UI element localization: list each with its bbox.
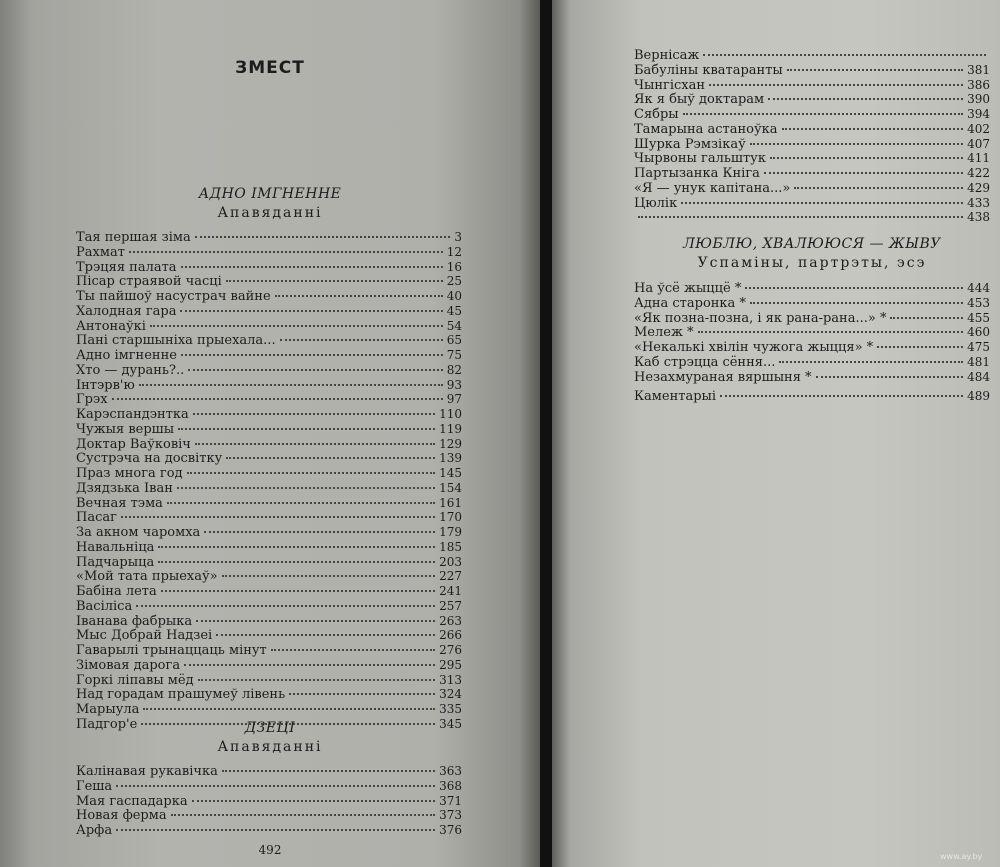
toc-entry-page: 54: [446, 318, 462, 333]
toc-entry-page: 481: [967, 354, 990, 369]
dot-leader: [167, 502, 435, 504]
watermark: www.ay.by: [940, 852, 983, 861]
toc-entry: [634, 355, 990, 370]
toc-entry-title: Антонаўкі: [76, 318, 146, 334]
toc-entry-title: Адна старонка *: [634, 295, 746, 311]
dot-leader: [794, 187, 963, 189]
toc-entry-page: 203: [439, 554, 462, 569]
dot-leader: [193, 413, 435, 415]
toc-entry: [76, 363, 462, 378]
toc-list: [76, 230, 462, 732]
toc-entry-page: 386: [967, 77, 990, 92]
dot-leader: [720, 395, 963, 397]
dot-leader: [158, 561, 435, 563]
toc-entry: [76, 569, 462, 584]
toc-entry-title: Мыс Добрай Надзеі: [76, 628, 213, 644]
toc-entry: [76, 289, 462, 304]
section-subtitle: Успаміны, партрэты, эсэ: [697, 255, 927, 271]
dot-leader: [816, 376, 964, 378]
toc-entry-page: 257: [439, 598, 462, 613]
toc-entry-title: Сябры: [634, 107, 679, 122]
toc-entry: [76, 779, 462, 794]
toc-entry-page: 45: [446, 303, 462, 318]
section-title: АДНО ІМГНЕННЕ: [198, 186, 342, 202]
toc-entry-title: Падчарыца: [76, 554, 155, 570]
toc-entry-title: Ты пайшоў насустрач вайне: [76, 289, 271, 304]
toc-entry-title: Халодная гара: [76, 303, 177, 319]
toc-entry-title: Іванава фабрыка: [76, 613, 193, 629]
toc-entry-title: Горкі ліпавы мёд: [76, 672, 194, 688]
dot-leader: [271, 649, 435, 651]
toc-entry-title: На ўсё жыццё *: [634, 281, 742, 296]
toc-entry: [634, 78, 990, 93]
dot-leader: [709, 84, 963, 86]
dot-leader: [890, 317, 963, 319]
toc-entry-page: 407: [967, 136, 990, 151]
toc-entry-title: Мележ *: [634, 325, 694, 341]
toc-entry-title: Мая гаспадарка: [76, 793, 188, 809]
dot-leader: [222, 770, 435, 772]
toc-entry: [76, 348, 462, 363]
toc-entry: [634, 63, 990, 78]
dot-leader: [226, 457, 435, 459]
dot-leader: [116, 785, 435, 787]
dot-leader: [787, 69, 963, 71]
dot-leader: [216, 634, 435, 636]
toc-entry-title: За акном чаромха: [76, 525, 201, 540]
toc-entry: [634, 151, 990, 166]
toc-entry-page: 373: [439, 808, 462, 823]
toc-entry-title: Пані старшыніха прыехала...: [76, 333, 276, 349]
dot-leader: [782, 128, 964, 130]
toc-entry-page: 394: [967, 107, 990, 121]
toc-entry: [634, 122, 990, 137]
toc-entry-title: Адно імгненне: [76, 348, 177, 363]
dot-leader: [280, 339, 443, 341]
section-subtitle: Апавяданні: [217, 739, 323, 755]
toc-entry: [634, 389, 990, 404]
toc-entry: [76, 333, 462, 348]
toc-entry: [76, 437, 462, 452]
toc-entry: [76, 555, 462, 570]
toc-entry-page: 324: [439, 687, 462, 702]
toc-entry-page: 263: [439, 613, 462, 628]
toc-entry-page: 489: [967, 389, 990, 403]
toc-entry-page: 402: [967, 121, 990, 136]
toc-entry: [634, 181, 990, 196]
toc-entry-title: Арфа: [76, 823, 113, 838]
toc-entry-page: 154: [439, 480, 462, 495]
toc-entry-title: Калінавая рукавічка: [76, 764, 218, 779]
dot-leader: [204, 531, 435, 533]
toc-entry-page: 345: [439, 716, 462, 731]
toc-list: [634, 389, 990, 404]
toc-entry-page: 227: [439, 569, 462, 584]
toc-entry: [76, 540, 462, 555]
toc-entry: [76, 643, 462, 658]
dot-leader: [192, 800, 435, 802]
dot-leader: [121, 516, 435, 518]
toc-entry: [634, 370, 990, 385]
toc-entry: [634, 92, 990, 107]
toc-entry: [76, 584, 462, 599]
toc-entry-page: 335: [439, 702, 462, 716]
toc-entry: [634, 325, 990, 340]
toc-entry: [76, 451, 462, 466]
toc-entry-page: 455: [967, 310, 990, 325]
toc-entry-page: 371: [439, 793, 462, 808]
toc-entry: [76, 260, 462, 275]
dot-leader: [750, 302, 963, 304]
toc-entry-title: Васіліса: [76, 598, 133, 614]
toc-entry: [634, 137, 990, 152]
toc-entry-title: Грэх: [76, 392, 108, 408]
toc-entry-page: 16: [446, 259, 462, 274]
toc-entry: [76, 687, 462, 702]
dot-leader: [188, 369, 442, 371]
toc-entry: [76, 628, 462, 643]
toc-list: [634, 281, 990, 384]
dot-leader: [180, 310, 442, 312]
toc-entry-page: 170: [439, 510, 462, 525]
toc-entry-page: 422: [967, 166, 990, 180]
dot-leader: [638, 216, 963, 218]
toc-entry-page: 119: [439, 421, 462, 436]
toc-entry-page: 363: [439, 764, 462, 778]
toc-entry-title: Навальніца: [76, 539, 155, 555]
toc-entry-page: 475: [967, 340, 990, 354]
toc-entry: [76, 304, 462, 319]
toc-entry-title: Тамарына астаноўка: [634, 121, 778, 137]
dot-leader: [770, 157, 963, 159]
dot-leader: [158, 546, 435, 548]
toc-entry-title: Інтэрв'ю: [76, 377, 135, 393]
toc-entry-page: 145: [439, 466, 462, 480]
dot-leader: [877, 346, 963, 348]
dot-leader: [143, 708, 435, 710]
section-header: [634, 236, 990, 271]
toc-entry-title: Пасаг: [76, 510, 117, 526]
toc-entry: [76, 496, 462, 511]
toc-list: [76, 764, 462, 838]
toc-entry-title: Новая ферма: [76, 808, 167, 824]
toc-entry: [76, 764, 462, 779]
dot-leader: [698, 331, 964, 333]
toc-entry: [76, 422, 462, 437]
toc-entry-page: 12: [446, 244, 462, 259]
section-header: [75, 186, 465, 221]
toc-entry-title: Падгор'е: [76, 716, 138, 732]
section-title: ЛЮБЛЮ, ХВАЛЮЮСЯ — ЖЫВУ: [683, 236, 941, 252]
toc-entry: [76, 658, 462, 673]
page-number: 492: [258, 843, 282, 857]
toc-entry-title: «Некалькі хвілін чужога жыцця» *: [634, 340, 874, 355]
toc-entry-page: 93: [446, 377, 462, 392]
dot-leader: [750, 143, 963, 145]
toc-entry: [76, 466, 462, 481]
section-subtitle: Апавяданні: [217, 205, 323, 221]
toc-entry-title: Бабуліны кватаранты: [634, 62, 783, 78]
dot-leader: [181, 266, 443, 268]
dot-leader: [196, 620, 435, 622]
toc-entry-title: Зімовая дарога: [76, 657, 181, 673]
toc-entry-title: Чырвоны гальштук: [634, 151, 766, 167]
contents-title: ЗМЕСТ: [235, 58, 305, 78]
toc-entry-title: «Я — унук капітана...»: [634, 180, 791, 196]
toc-entry-page: 185: [439, 539, 462, 554]
dot-leader: [150, 325, 443, 327]
toc-entry-title: Тая першая зіма: [76, 230, 191, 245]
toc-entry-title: Чужыя вершы: [76, 421, 175, 437]
toc-entry-title: «Як позна-позна, і як рана-рана...» *: [634, 310, 887, 326]
toc-entry: [76, 808, 462, 823]
dot-leader: [768, 98, 963, 100]
dot-leader: [198, 679, 435, 681]
toc-entry-title: Хто — дурань?..: [76, 362, 185, 378]
toc-entry-page: 433: [967, 195, 990, 210]
dot-leader: [195, 443, 435, 445]
toc-entry: [634, 311, 990, 326]
toc-entry: [634, 196, 990, 211]
toc-entry-title: Незахмураная вяршыня *: [634, 369, 812, 385]
toc-entry-page: 75: [446, 348, 462, 362]
dot-leader: [171, 814, 435, 816]
toc-entry: [76, 794, 462, 809]
toc-entry-title: Партызанка Кніга: [634, 166, 760, 181]
dot-leader: [289, 693, 435, 695]
toc-entry-page: 82: [446, 362, 462, 377]
toc-entry: [634, 210, 990, 225]
toc-entry: [634, 107, 990, 122]
dot-leader: [129, 251, 443, 253]
toc-entry-title: Шурка Рэмзікаў: [634, 136, 746, 152]
toc-entry-title: Доктар Ваўковіч: [76, 436, 191, 452]
dot-leader: [116, 829, 435, 831]
toc-entry-title: Трэцяя палата: [76, 259, 177, 275]
toc-entry-page: 139: [439, 451, 462, 466]
toc-entry-title: Бабіна лета: [76, 584, 157, 599]
section-title: ДЗЕЦІ: [244, 720, 296, 736]
toc-entry-page: 40: [446, 289, 462, 303]
toc-entry: [76, 673, 462, 688]
book-gutter: [540, 0, 552, 867]
toc-entry-title: Над горадам прашумеў лівень: [76, 687, 286, 703]
dot-leader: [139, 384, 443, 386]
toc-entry: [76, 510, 462, 525]
toc-entry-title: Геша: [76, 778, 113, 794]
toc-entry-page: 295: [439, 657, 462, 672]
toc-entry: [76, 481, 462, 496]
dot-leader: [745, 287, 963, 289]
toc-entry: [634, 296, 990, 311]
toc-entry-page: 65: [446, 333, 462, 348]
toc-entry-title: Карэспандэнтка: [76, 407, 189, 422]
toc-entry-title: Цюлік: [634, 195, 678, 211]
toc-entry: [76, 230, 462, 245]
dot-leader: [178, 428, 435, 430]
toc-entry-title: «Мой тата прыехаў»: [76, 569, 218, 585]
toc-entry-page: 460: [967, 325, 990, 340]
toc-entry: [76, 599, 462, 614]
dot-leader: [703, 54, 986, 56]
dot-leader: [177, 487, 435, 489]
dot-leader: [226, 280, 443, 282]
toc-entry: [634, 281, 990, 296]
toc-entry-page: 390: [967, 92, 990, 107]
section-header: [75, 720, 465, 755]
toc-entry-page: 484: [967, 369, 990, 384]
dot-leader: [681, 202, 963, 204]
toc-entry-page: 313: [439, 672, 462, 687]
toc-entry-page: 110: [439, 407, 462, 421]
dot-leader: [275, 295, 443, 297]
toc-entry: [76, 614, 462, 629]
toc-entry: [76, 702, 462, 717]
toc-entry-title: Каментарыі: [634, 389, 717, 404]
dot-leader: [136, 605, 435, 607]
toc-entry-page: 241: [439, 584, 462, 598]
toc-entry-page: 368: [439, 778, 462, 793]
toc-entry-page: 376: [439, 823, 462, 837]
toc-entry: [76, 319, 462, 334]
toc-entry-page: 381: [967, 62, 990, 77]
toc-entry-page: 411: [967, 151, 990, 166]
toc-entry-title: Пісар страявой часці: [76, 274, 222, 290]
dot-leader: [112, 398, 443, 400]
dot-leader: [184, 664, 435, 666]
dot-leader: [187, 472, 436, 474]
toc-entry-title: Як я быў доктарам: [634, 92, 765, 108]
toc-entry-title: Сустрэча на досвітку: [76, 451, 223, 467]
right-page: [552, 0, 1000, 867]
toc-entry: [76, 392, 462, 407]
dot-leader: [161, 590, 435, 592]
dot-leader: [683, 113, 963, 115]
dot-leader: [195, 236, 451, 238]
dot-leader: [779, 361, 963, 363]
toc-entry-title: Вечная тэма: [76, 495, 163, 511]
toc-entry: [76, 274, 462, 289]
toc-entry-page: 97: [446, 392, 462, 407]
toc-entry-page: 266: [439, 628, 462, 643]
toc-entry-page: 129: [439, 436, 462, 451]
toc-entry-page: 438: [967, 210, 990, 225]
toc-entry-page: 179: [439, 525, 462, 539]
toc-entry: [76, 823, 462, 838]
toc-entry-title: Дзядзька Іван: [76, 480, 173, 496]
toc-entry: [634, 340, 990, 355]
toc-entry-page: 161: [439, 495, 462, 510]
toc-entry-page: 429: [967, 180, 990, 195]
toc-entry-page: 3: [454, 230, 462, 244]
toc-entry: [76, 407, 462, 422]
toc-entry-page: 453: [967, 295, 990, 310]
toc-entry: [634, 166, 990, 181]
toc-entry-page: 444: [967, 281, 990, 295]
dot-leader: [181, 354, 443, 356]
toc-entry-page: 25: [446, 274, 462, 289]
toc-entry: [76, 525, 462, 540]
dot-leader: [764, 172, 963, 174]
toc-entry-page: 276: [439, 643, 462, 657]
toc-entry-title: Каб стрэцца сёння...: [634, 354, 776, 370]
toc-entry-title: Марыула: [76, 702, 140, 717]
toc-list: [634, 48, 990, 225]
dot-leader: [222, 575, 435, 577]
toc-entry-title: Праз многа год: [76, 466, 183, 481]
toc-entry: [634, 48, 990, 63]
toc-entry-title: Гаварылі трынаццаць мінут: [76, 643, 267, 658]
toc-entry-title: Чынгісхан: [634, 77, 706, 93]
toc-entry-title: Рахмат: [76, 244, 125, 260]
toc-entry-title: Вернісаж: [634, 48, 700, 63]
toc-entry: [76, 245, 462, 260]
toc-entry: [76, 378, 462, 393]
